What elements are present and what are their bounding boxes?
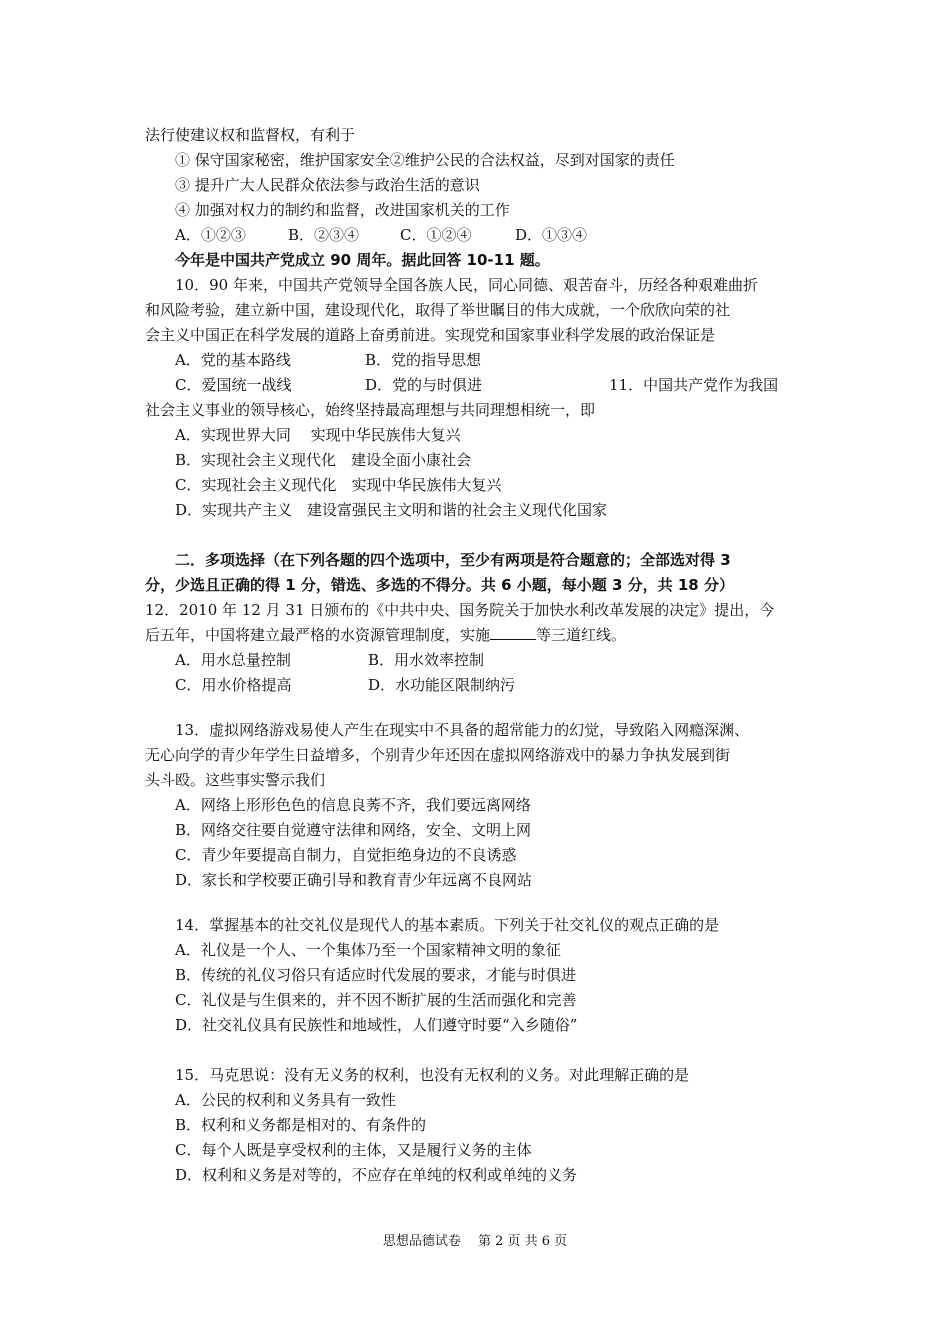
q14-option-d: D．社交礼仪具有民族性和地域性，人们遵守时要“入乡随俗” bbox=[175, 1016, 578, 1034]
q10-option-b: B．党的指导思想 bbox=[365, 351, 482, 369]
q15-option-b: B．权利和义务都是相对的、有条件的 bbox=[175, 1116, 427, 1134]
q11-option-a: A．实现世界大同 实现中华民族伟大复兴 bbox=[175, 426, 461, 444]
q15-option-c: C．每个人既是享受权利的主体，又是履行义务的主体 bbox=[175, 1141, 532, 1159]
q10-stem-line: 10．90 年来，中国共产党领导全国各族人民，同心同德、艰苦奋斗，历经各种艰难曲折 bbox=[175, 276, 758, 294]
q10-options-row bbox=[175, 373, 855, 398]
intro-10-11: 今年是中国共产党成立 90 周年。据此回答 10-11 题。 bbox=[175, 251, 550, 269]
q10-options-row bbox=[175, 348, 855, 373]
q12-fill-blank bbox=[490, 623, 536, 640]
q9-option-d: D．①③④ bbox=[515, 226, 588, 244]
q13-stem-line: 头斗殴。这些事实警示我们 bbox=[145, 771, 326, 789]
q12-option-c: C．用水价格提高 bbox=[175, 676, 292, 694]
q13-option-a: A．网络上形形色色的信息良莠不齐，我们要远离网络 bbox=[175, 796, 531, 814]
q11-option-d: D．实现共产主义 建设富强民主文明和谐的社会主义现代化国家 bbox=[175, 501, 608, 519]
q12-stem-line: 12．2010 年 12 月 31 日颁布的《中共中央、国务院关于加快水利改革发展的决定》提出，今 bbox=[145, 601, 775, 619]
q10-option-c: C．爱国统一战线 bbox=[175, 376, 292, 394]
q13-option-d: D．家长和学校要正确引导和教育青少年远离不良网站 bbox=[175, 871, 533, 889]
q12-stem-text: 后五年，中国将建立最严格的水资源管理制度，实施 bbox=[145, 626, 491, 644]
q10-stem-line: 会主义中国正在科学发展的道路上奋勇前进。实现党和国家事业科学发展的政治保证是 bbox=[145, 326, 716, 344]
q9-option-b: B．②③④ bbox=[288, 226, 360, 244]
q12-options-row bbox=[175, 648, 855, 673]
q10-option-a: A．党的基本路线 bbox=[175, 351, 291, 369]
q12-stem-line bbox=[145, 623, 825, 648]
q13-option-c: C．青少年要提高自制力，自觉拒绝身边的不良诱惑 bbox=[175, 846, 517, 864]
q15-option-d: D．权利和义务是对等的，不应存在单纯的权利或单纯的义务 bbox=[175, 1166, 578, 1184]
q9-option-a: A．①②③ bbox=[175, 226, 246, 244]
q12-option-b: B．用水效率控制 bbox=[368, 651, 485, 669]
q14-option-a: A．礼仪是一个人、一个集体乃至一个国家精神文明的象征 bbox=[175, 941, 561, 959]
q14-option-b: B．传统的礼仪习俗只有适应时代发展的要求，才能与时俱进 bbox=[175, 966, 577, 984]
q9-options bbox=[175, 223, 855, 248]
section2-heading-cont: 分，少选且正确的得 1 分，错选、多选的不得分。共 6 小题，每小题 3 分，共 18 分） bbox=[145, 576, 734, 594]
q12-option-a: A．用水总量控制 bbox=[175, 651, 291, 669]
section2-heading: 二．多项选择（在下列各题的四个选项中，至少有两项是符合题意的；全部选对得 3 bbox=[175, 551, 731, 569]
q15-option-a: A．公民的权利和义务具有一致性 bbox=[175, 1091, 396, 1109]
q11-stem-continuation: 社会主义事业的领导核心，始终坚持最高理想与共同理想相统一，即 bbox=[145, 401, 596, 419]
q9-item: ④ 加强对权力的制约和监督，改进国家机关的工作 bbox=[175, 201, 510, 219]
q9-item: ③ 提升广大人民群众依法参与政治生活的意识 bbox=[175, 176, 480, 194]
q12-stem-text-end: 等三道红线。 bbox=[536, 626, 627, 644]
q9-item: ① 保守国家秘密，维护国家安全②维护公民的合法权益，尽到对国家的责任 bbox=[175, 151, 675, 169]
q10-option-d: D．党的与时俱进 bbox=[365, 376, 483, 394]
q9-stem-continuation: 法行使建议权和监督权，有利于 bbox=[145, 126, 356, 144]
q13-option-b: B．网络交往要自觉遵守法律和网络，安全、文明上网 bbox=[175, 821, 532, 839]
page-footer: 思想品德试卷 第 2 页 共 6 页 bbox=[382, 1234, 568, 1249]
q14-stem: 14．掌握基本的社交礼仪是现代人的基本素质。下列关于社交礼仪的观点正确的是 bbox=[175, 916, 720, 934]
q11-option-c: C．实现社会主义现代化 实现中华民族伟大复兴 bbox=[175, 476, 502, 494]
q12-option-d: D．水功能区限制纳污 bbox=[368, 676, 516, 694]
q9-option-c: C．①②④ bbox=[400, 226, 472, 244]
q14-option-c: C．礼仪是与生俱来的，并不因不断扩展的生活而强化和完善 bbox=[175, 991, 577, 1009]
q11-option-b: B．实现社会主义现代化 建设全面小康社会 bbox=[175, 451, 472, 469]
q13-stem-line: 13．虚拟网络游戏易使人产生在现实中不具备的超常能力的幻觉，导致陷入网瘾深渊、 bbox=[175, 721, 750, 739]
q11-stem-start: 11．中国共产党作为我国 bbox=[609, 376, 779, 394]
q12-options-row bbox=[175, 673, 855, 698]
q13-stem-line: 无心向学的青少年学生日益增多，个别青少年还因在虚拟网络游戏中的暴力争执发展到街 bbox=[145, 746, 731, 764]
q15-stem: 15．马克思说：没有无义务的权利，也没有无权利的义务。对此理解正确的是 bbox=[175, 1066, 690, 1084]
q10-stem-line: 和风险考验，建立新中国，建设现代化，取得了举世瞩目的伟大成就，一个欣欣向荣的社 bbox=[145, 301, 731, 319]
